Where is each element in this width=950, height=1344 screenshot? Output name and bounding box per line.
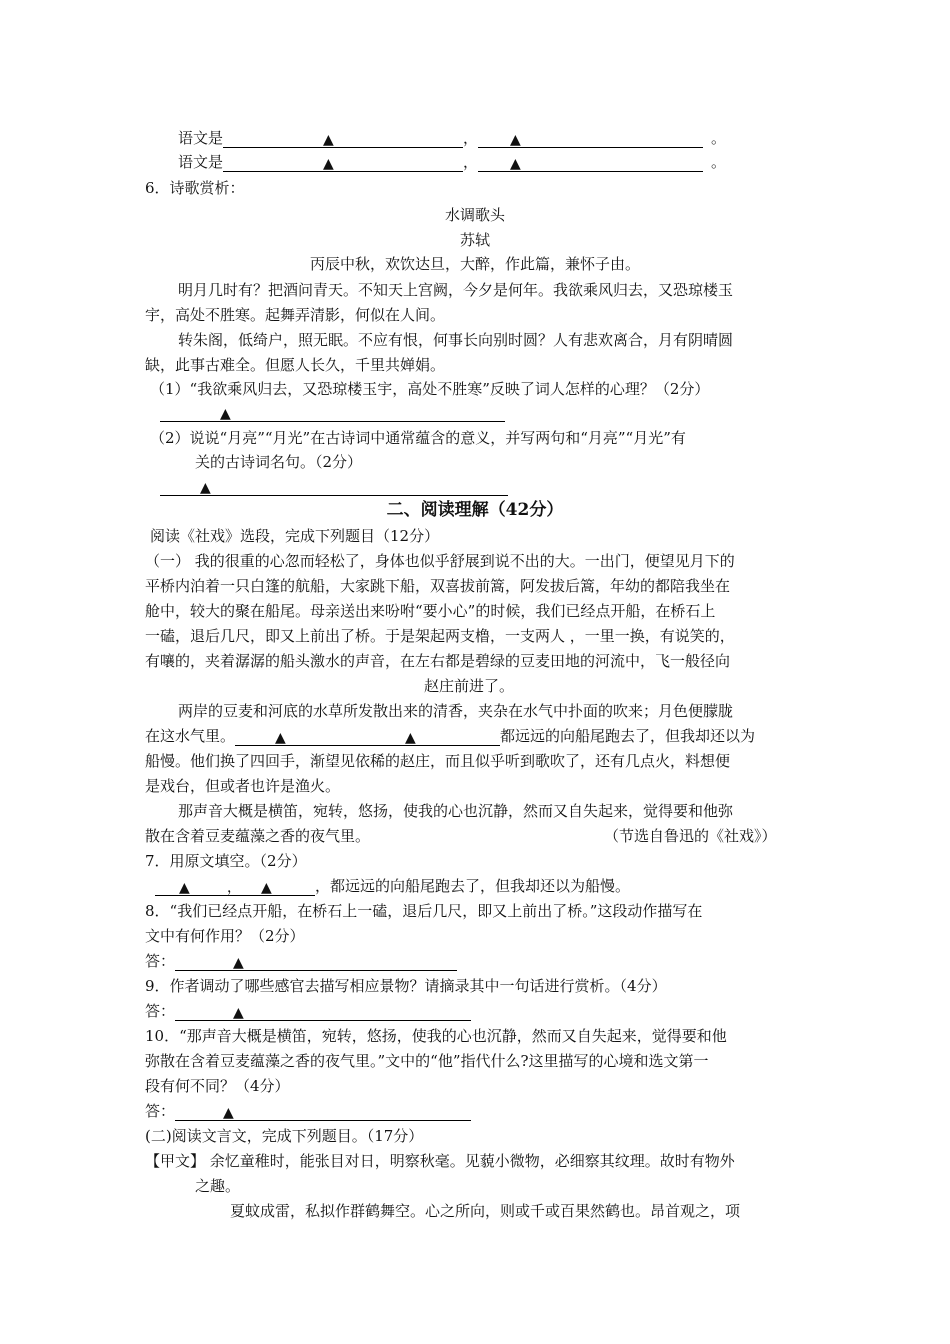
poem-title: 水调歌头	[444, 206, 505, 224]
q9: 9．作者调动了哪些感官去描写相应景物？请摘录其中一句话进行赏析。（4分）	[145, 977, 667, 995]
q7-fill: ▲ ， ▲ ，都远远的向船尾跑去了，但我却还以为船慢。	[155, 876, 630, 896]
poem-line: 明月几时有？把酒问青天。不知天上宫阙，今夕是何年。我欲乘风归去，又恐琼楼玉	[178, 281, 734, 299]
q10-cont: 段有何不同？（4分）	[145, 1077, 290, 1095]
passage-line: （一） 我的很重的心忽而轻松了，身体也似乎舒展到说不出的大。一出门，便望见月下的	[145, 552, 735, 570]
blank-2b[interactable]	[478, 155, 703, 172]
q9-answer: 答： ▲	[145, 1001, 471, 1021]
q6-sub1: （1）“我欲乘风归去，又恐琼楼玉宇，高处不胜寒”反映了词人怎样的心理？（2分）	[150, 380, 710, 398]
q8-answer: 答： ▲	[145, 951, 457, 971]
passage-line: 两岸的豆麦和河底的水草所发散出来的清香，夹杂在水气中扑面的吹来；月色便朦胧	[178, 702, 734, 720]
answer-line[interactable]	[175, 1004, 471, 1021]
jia-line: 夏蚊成雷，私拟作群鹤舞空。心之所向，则或千或百果然鹤也。昂首观之，项	[230, 1202, 741, 1220]
blank-mark: ▲	[179, 880, 190, 896]
fill-line-2: 语文是 ▲ ， ▲ 。	[178, 153, 727, 172]
fill-line-1: 语文是 ▲ ， ▲ 。	[178, 129, 727, 148]
poem-line: 转朱阁，低绮户，照无眠。不应有恨，何事长向别时圆？人有悲欢离合，月有阴晴圆	[178, 331, 734, 349]
blank-mark: ▲	[233, 1005, 244, 1021]
answer-line[interactable]	[175, 954, 457, 971]
blank-mark: ▲	[510, 132, 521, 148]
poem-author: 苏轼	[459, 231, 490, 249]
q7: 7．用原文填空。（2分）	[145, 852, 307, 870]
q6-sub2-cont: 关的古诗词名句。（2分）	[195, 453, 363, 471]
part2-intro: (二)阅读文言文，完成下列题目。（17分）	[145, 1127, 424, 1145]
passage-line: 一磕，退后几尺，即又上前出了桥。于是架起两支橹，一支两人 ，一里一换，有说笑的，	[145, 627, 735, 645]
answer-line-q6-1[interactable]	[160, 402, 505, 422]
passage-blank[interactable]	[235, 729, 500, 746]
answer-line[interactable]	[175, 1104, 471, 1121]
blank-2a[interactable]	[223, 155, 463, 172]
passage-line: 那声音大概是横笛，宛转，悠扬，使我的心也沉静，然而又自失起来，觉得要和他弥	[178, 802, 734, 820]
passage-line: 舱中，较大的聚在船尾。母亲送出来吩咐“要小心”的时候，我们已经点开船，在桥石上	[145, 602, 716, 620]
q6-sub2: （2）说说“月亮”“月光”在古诗词中通常蕴含的意义，并写两句和“月亮”“月光”有	[150, 429, 686, 447]
blank-mark: ▲	[323, 132, 334, 148]
poem-line: 宇，高处不胜寒。起舞弄清影，何似在人间。	[145, 306, 446, 324]
q6-label: 6．诗歌赏析：	[145, 179, 245, 197]
blank-mark: ▲	[223, 1105, 234, 1121]
q10-answer: 答： ▲	[145, 1101, 471, 1121]
q7-blank[interactable]	[155, 879, 315, 896]
blank-mark: ▲	[220, 406, 231, 422]
q8-cont: 文中有何作用？（2分）	[145, 927, 305, 945]
blank-mark: ▲	[233, 955, 244, 971]
blank-mark: ▲	[323, 156, 334, 172]
section-heading: 二、阅读理解（42分）	[386, 500, 564, 520]
q8: 8．“我们已经点开船，在桥石上一磕，退后几尺，即又上前出了桥。”这段动作描写在	[145, 902, 703, 920]
passage-line: 平桥内泊着一只白篷的航船，大家跳下船，双喜拔前篙，阿发拔后篙，年幼的都陪我坐在	[145, 577, 731, 595]
answer-line-q6-2[interactable]	[160, 476, 508, 496]
passage-line: 散在含着豆麦蕴藻之香的夜气里。	[145, 827, 371, 845]
poem-preface: 丙辰中秋，欢饮达旦，大醉，作此篇，兼怀子由。	[309, 255, 640, 273]
passage-line: 赵庄前进了。	[424, 677, 515, 695]
passage-line-with-blanks: 在这水气里。 ▲ ▲ 都远远的向船尾跑去了，但我却还以为	[145, 727, 756, 746]
blank-mark: ▲	[261, 880, 272, 896]
q10: 10．“那声音大概是横笛，宛转，悠扬，使我的心也沉静，然而又自失起来，觉得要和他	[145, 1027, 727, 1045]
blank-mark: ▲	[275, 730, 286, 746]
blank-1a[interactable]	[223, 131, 463, 148]
blank-1b[interactable]	[478, 131, 703, 148]
jia-line: 【甲文】 余忆童稚时，能张目对日，明察秋毫。见藐小微物，必细察其纹理。故时有物外	[145, 1152, 735, 1170]
poem-line: 缺，此事古难全。但愿人长久，千里共婵娟。	[145, 356, 446, 374]
jia-line: 之趣。	[195, 1177, 241, 1195]
reading-intro: 阅读《社戏》选段，完成下列题目（12分）	[150, 527, 440, 545]
passage-line: 有嚷的，夹着潺潺的船头激水的声音，在左右都是碧绿的豆麦田地的河流中，飞一般径向	[145, 652, 731, 670]
blank-mark: ▲	[510, 156, 521, 172]
q10-cont: 弥散在含着豆麦蕴藻之香的夜气里。”文中的“他”指代什么?这里描写的心境和选文第一	[145, 1052, 709, 1070]
passage-source: （节选自鲁迅的《社戏》）	[604, 827, 777, 845]
blank-mark: ▲	[405, 730, 416, 746]
blank-comma: ，	[227, 880, 241, 896]
passage-line: 船慢。他们换了四回手，渐望见依稀的赵庄，而且似乎听到歌吹了，还有几点火，料想便	[145, 752, 731, 770]
blank-mark: ▲	[200, 480, 211, 496]
passage-line: 是戏台，但或者也许是渔火。	[145, 777, 341, 795]
